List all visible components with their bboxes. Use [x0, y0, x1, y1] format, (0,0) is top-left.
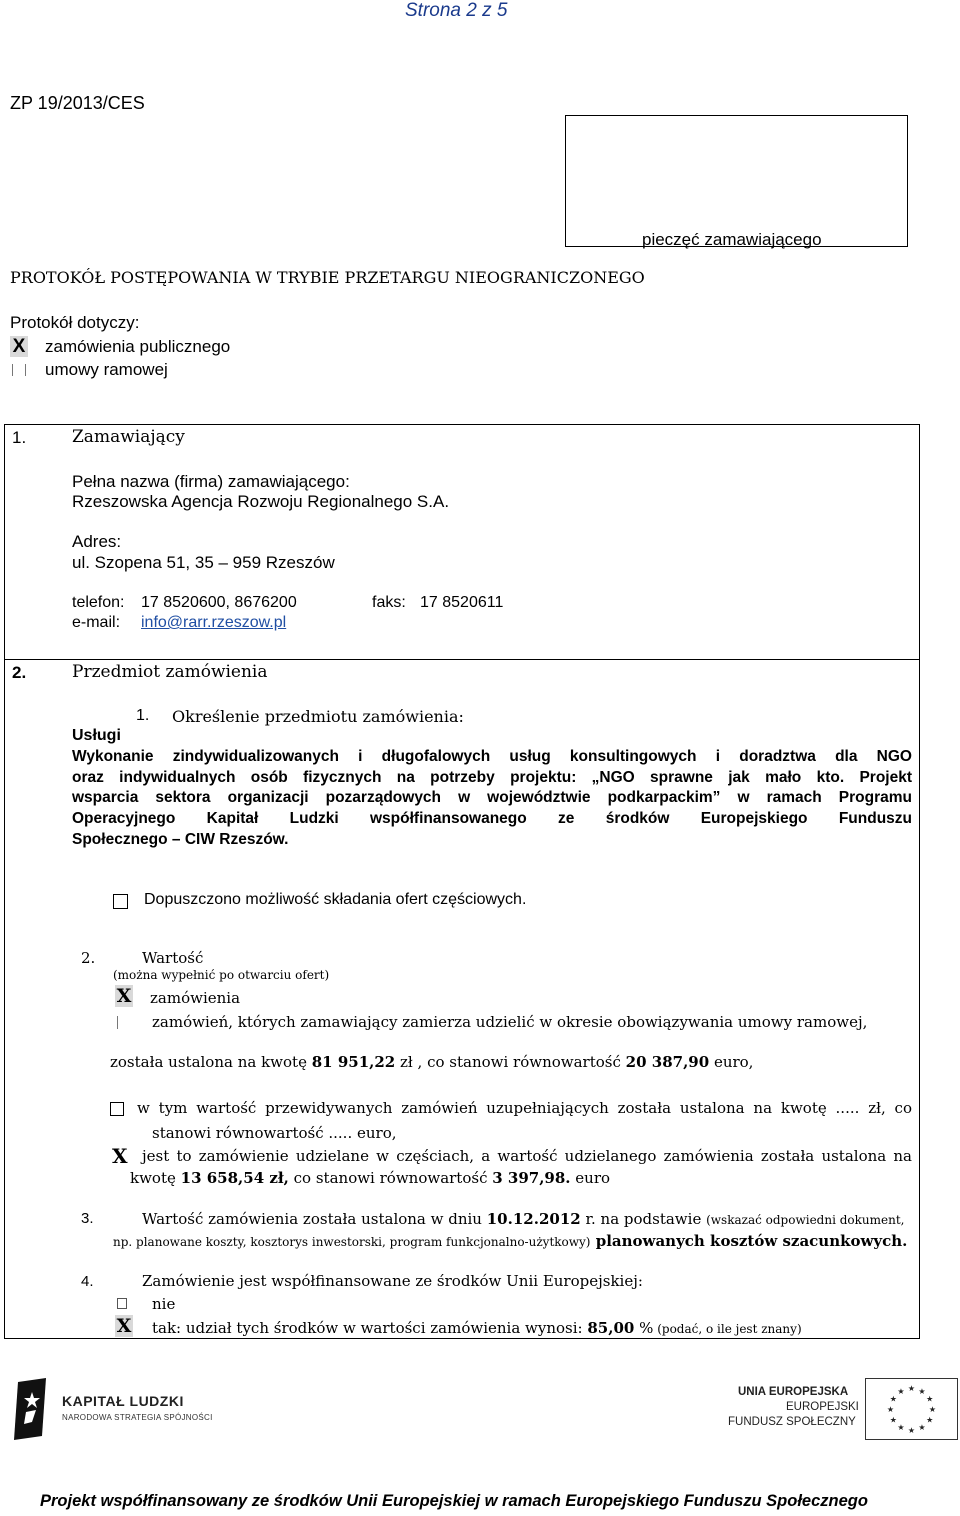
- eu-star-icon: ★: [907, 1426, 916, 1435]
- email-label: e-mail:: [72, 614, 121, 631]
- supplementary-orders-checkbox[interactable]: [110, 1102, 124, 1116]
- eu-funding-yes-prefix: tak: udział tych środków w wartości zamówienia wynosi:: [152, 1319, 588, 1337]
- eu-funding-yes-line: [152, 1319, 802, 1337]
- parts-amount: 13 658,54 zł,: [180, 1169, 289, 1187]
- supplementary-orders-line-1: w tym wartość przewidywanych zamówień uzupełniających została ustalona na kwotę ..... zł, co: [137, 1099, 912, 1117]
- eu-funding-yes-unit: %: [634, 1319, 654, 1337]
- sub3-note-line-1: (wskazać odpowiedni dokument,: [706, 1213, 905, 1227]
- parts-line-2: [130, 1169, 610, 1187]
- eu-logo-line-2: EUROPEJSKI: [786, 1401, 859, 1413]
- order-type: Usługi: [72, 727, 121, 744]
- partial-offers-checkbox[interactable]: [113, 894, 128, 909]
- option-order-label: zamówienia: [150, 989, 241, 1007]
- address-label: Adres:: [72, 532, 122, 551]
- eu-funding-yes-mark[interactable]: X: [116, 1315, 132, 1337]
- estimated-value-euro: 20 387,90: [625, 1053, 710, 1071]
- eu-star-icon: ★: [918, 1423, 926, 1433]
- parts-suffix: euro: [570, 1169, 611, 1187]
- checkbox-parts-mark[interactable]: X: [112, 1144, 128, 1168]
- eu-star-icon: ★: [918, 1386, 926, 1396]
- section2-title: Przedmiot zamówienia: [72, 662, 268, 682]
- sub1-title: Określenie przedmiotu zamówienia:: [172, 707, 464, 726]
- kapital-ludzki-logo: [12, 1378, 52, 1440]
- option-framework-agreement-label: umowy ramowej: [45, 360, 168, 379]
- parts-mid: co stanowi równowartość: [288, 1169, 493, 1187]
- parts-euro: 3 397,98.: [492, 1169, 571, 1187]
- sub2-note: (można wypełnić po otwarciu ofert): [113, 968, 330, 982]
- order-description-line-1: Wykonanie zindywidualizowanych i długofalowych usług konsultingowych i doradztwa dla NGO: [72, 748, 912, 765]
- eu-star-icon: ★: [926, 1415, 934, 1425]
- sub4-number: 4.: [81, 1273, 94, 1290]
- eu-funding-yes-value: 85,00: [587, 1319, 635, 1337]
- eu-stars-icon: [865, 1378, 958, 1440]
- estimated-value-prefix: została ustalona na kwotę: [110, 1053, 312, 1071]
- address-value: ul. Szopena 51, 35 – 959 Rzeszów: [72, 553, 335, 572]
- kapital-ludzki-line-2: NARODOWA STRATEGIA SPÓJNOŚCI: [62, 1413, 213, 1422]
- eu-funding-yes-note: (podać, o ile jest znany): [653, 1322, 802, 1336]
- sub3-date: 10.12.2012: [486, 1210, 581, 1228]
- kapital-ludzki-emblem-icon: [12, 1378, 52, 1440]
- section-divider: [4, 659, 919, 660]
- eu-star-icon: ★: [889, 1415, 897, 1425]
- checkbox-public-order[interactable]: X: [10, 336, 28, 357]
- sub2-number: 2.: [81, 949, 96, 967]
- eu-flag-logo: [865, 1378, 958, 1440]
- eu-star-icon: ★: [897, 1386, 905, 1396]
- eu-star-icon: ★: [886, 1405, 895, 1414]
- checkbox-framework-agreement[interactable]: [12, 364, 26, 376]
- section2-number: 2.: [12, 663, 27, 682]
- eu-logo-line-1: UNIA EUROPEJSKA: [738, 1386, 849, 1398]
- eu-star-icon: ★: [907, 1384, 916, 1393]
- protocol-concerns-label: Protokół dotyczy:: [10, 313, 140, 332]
- footer-text: Projekt współfinansowany ze środków Unii Europejskiej w ramach Europejskiego Funduszu Społecznego: [40, 1492, 868, 1510]
- protocol-title: PROTOKÓŁ POSTĘPOWANIA W TRYBIE PRZETARGU NIEOGRANICZONEGO: [10, 268, 645, 287]
- fax-label: faks:: [372, 594, 406, 611]
- email-link[interactable]: info@rarr.rzeszow.pl: [141, 614, 287, 631]
- order-description-line-4: Operacyjnego Kapitał Ludzki współfinansowanego ze środków Europejskiego Funduszu: [72, 810, 912, 827]
- sub3-note-line-2: np. planowane koszty, kosztorys inwestorski, program funkcjonalno-użytkowy): [113, 1235, 591, 1249]
- supplementary-orders-line-2: stanowi równowartość ..... euro,: [152, 1124, 397, 1142]
- sub3-line-2: [113, 1231, 907, 1250]
- section1-title: Zamawiający: [72, 427, 185, 447]
- phone-label: telefon:: [72, 594, 125, 611]
- eu-logo-line-3: FUNDUSZ SPOŁECZNY: [728, 1416, 856, 1428]
- full-name-label: Pełna nazwa (firma) zamawiającego:: [72, 472, 350, 491]
- sub3-text-mid: r. na podstawie: [580, 1210, 707, 1228]
- eu-star-icon: ★: [889, 1394, 897, 1404]
- sub3-text-prefix: Wartość zamówienia została ustalona w dniu: [142, 1210, 487, 1228]
- sub1-number: 1.: [136, 707, 150, 724]
- page-number: Strona 2 z 5: [405, 0, 508, 21]
- eu-funding-no-checkbox[interactable]: [117, 1298, 127, 1309]
- estimated-value-amount: 81 951,22: [311, 1053, 396, 1071]
- checkbox-order-mark[interactable]: X: [116, 985, 132, 1007]
- sub3-line-1: [142, 1210, 904, 1228]
- stamp-caption: pieczęć zamawiającego: [642, 230, 822, 249]
- sub3-basis: planowanych kosztów szacunkowych.: [590, 1232, 908, 1250]
- sub3-number: 3.: [81, 1210, 94, 1227]
- parts-line-1: jest to zamówienie udzielane w częściach, a wartość udzielanego zamówienia została ustalona na: [142, 1147, 912, 1165]
- order-description-line-2: oraz indywidualnych osób fizycznych na potrzeby projektu: „NGO sprawne jak mało kto. Projekt: [72, 769, 912, 786]
- option-public-order-label: zamówienia publicznego: [45, 337, 231, 356]
- order-description-line-5: Społecznego – CIW Rzeszów.: [72, 831, 289, 848]
- stamp-box: [565, 115, 908, 247]
- sub4-title: Zamówienie jest współfinansowane ze środków Unii Europejskiej:: [142, 1272, 643, 1290]
- sub2-title: Wartość: [142, 949, 204, 967]
- parts-prefix: kwotę: [130, 1169, 181, 1187]
- partial-offers-label: Dopuszczono możliwość składania ofert częściowych.: [144, 891, 527, 908]
- estimated-value-mid: zł , co stanowi równowartość: [395, 1053, 626, 1071]
- eu-star-icon: ★: [928, 1405, 937, 1414]
- order-description-line-3: wsparcia sektora organizacji pozarządowych w województwie podkarpackim” w ramach Programu: [72, 789, 912, 806]
- estimated-value-suffix: euro,: [709, 1053, 754, 1071]
- estimated-value-line: [110, 1053, 753, 1071]
- reference-number: ZP 19/2013/CES: [10, 93, 145, 113]
- option-framework-orders-label: zamówień, których zamawiający zamierza udzielić w okresie obowiązywania umowy ramowej,: [152, 1013, 868, 1031]
- kapital-ludzki-line-1: KAPITAŁ LUDZKI: [62, 1393, 184, 1409]
- section1-number: 1.: [12, 428, 27, 447]
- checkbox-framework-orders[interactable]: [117, 1016, 118, 1029]
- full-name-value: Rzeszowska Agencja Rozwoju Regionalnego S.A.: [72, 492, 450, 511]
- eu-funding-no-label: nie: [152, 1295, 176, 1313]
- eu-star-icon: ★: [897, 1423, 905, 1433]
- eu-star-icon: ★: [926, 1394, 934, 1404]
- fax-value: 17 8520611: [420, 594, 504, 611]
- phone-value: 17 8520600, 8676200: [141, 594, 297, 611]
